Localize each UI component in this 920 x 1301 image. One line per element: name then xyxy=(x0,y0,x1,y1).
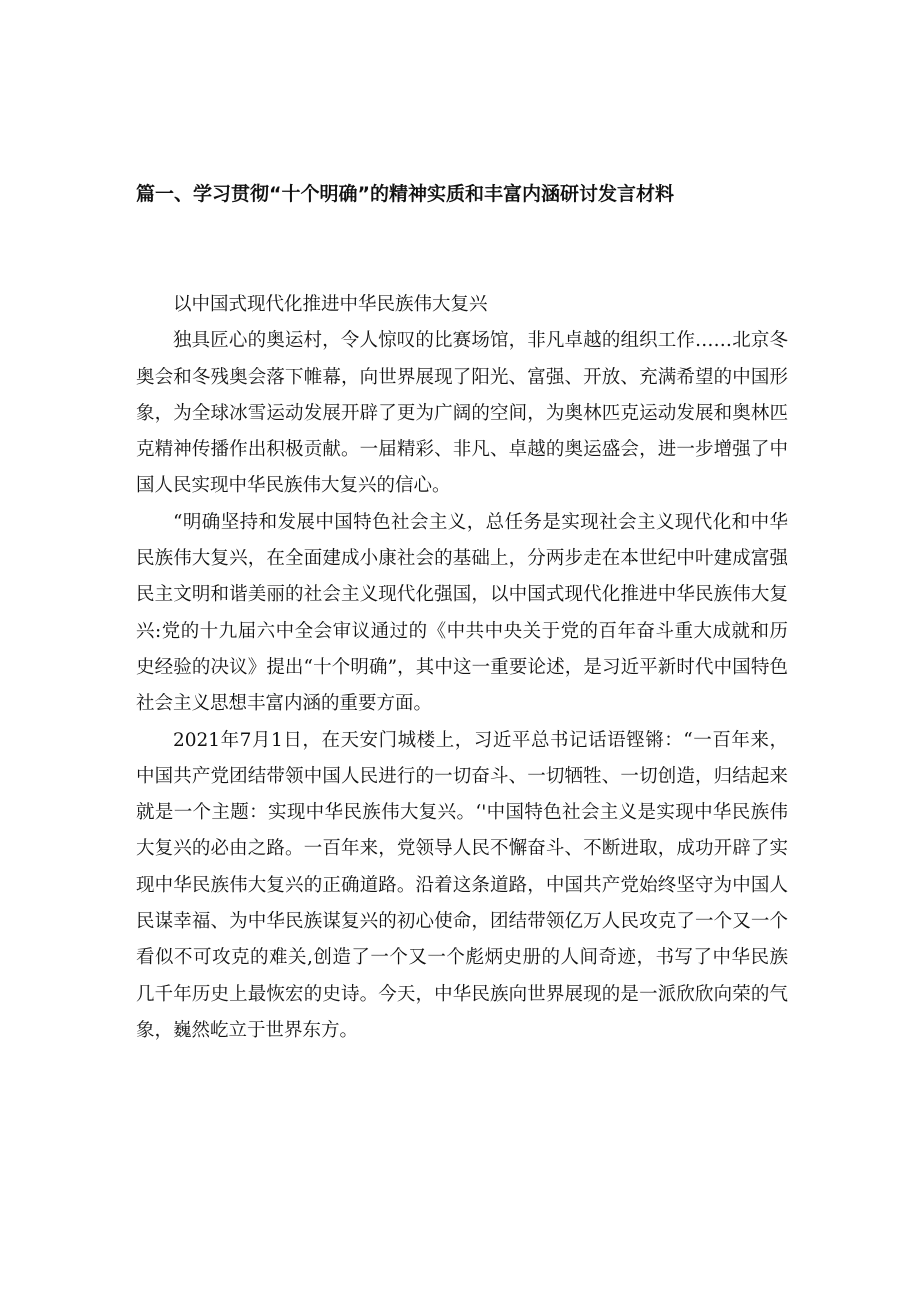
paragraph: 独具匠心的奥运村，令人惊叹的比赛场馆，非凡卓越的组织工作……北京冬奥会和冬残奥会落下帷幕，向世界展现了阳光、富强、开放、充满希望的中国形象，为全球冰雪运动发展开辟了更为广阔的空间，为奥林匹克运动发展和奥林匹克精神传播作出积极贡献。一届精彩、非凡、卓越的奥运盛会，进一步增强了中国人民实现中华民族伟大复兴的信心。 xyxy=(136,330,788,497)
document-title: 篇一、学习贯彻“十个明确”的精神实质和丰富内涵研讨发言材料 xyxy=(136,183,674,205)
paragraph: “明确坚持和发展中国特色社会主义，总任务是实现社会主义现代化和中华民族伟大复兴，在全面建成小康社会的基础上，分两步走在本世纪中叶建成富强民主文明和谐美丽的社会主义现代化强国，以中国式现代化推进中华民族伟大复兴:党的十九届六中全会审议通过的《中共中央关于党的百年奋斗重大成就和历史经验的决议》提出“十个明确”，其中这一重要论述，是习近平新时代中国特色社会主义思想丰富内涵的重要方面。 xyxy=(136,511,788,715)
document-body xyxy=(136,287,788,1049)
paragraph: 2021年7月1日，在天安门城楼上，习近平总书记话语铿锵：“一百年来，中国共产党团结带领中国人民进行的一切奋斗、一切牺牲、一切创造，归结起来就是一个主题：实现中华民族伟大复兴。‘'中国特色社会主义是实现中华民族伟大复兴的必由之路。一百年来，党领导人民不懈奋斗、不断进取，成功开辟了实现中华民族伟大复兴的正确道路。沿着这条道路，中国共产党始终坚守为中国人民谋幸福、为中华民族谋复兴的初心使命，团结带领亿万人民攻克了一个又一个看似不可攻克的难关,创造了一个又一个彪炳史册的人间奇迹，书写了中华民族几千年历史上最恢宏的史诗。今天，中华民族向世界展现的是一派欣欣向荣的气象，巍然屹立于世界东方。 xyxy=(136,729,788,1041)
section-subheading: 以中国式现代化推进中华民族伟大复兴 xyxy=(173,294,488,315)
